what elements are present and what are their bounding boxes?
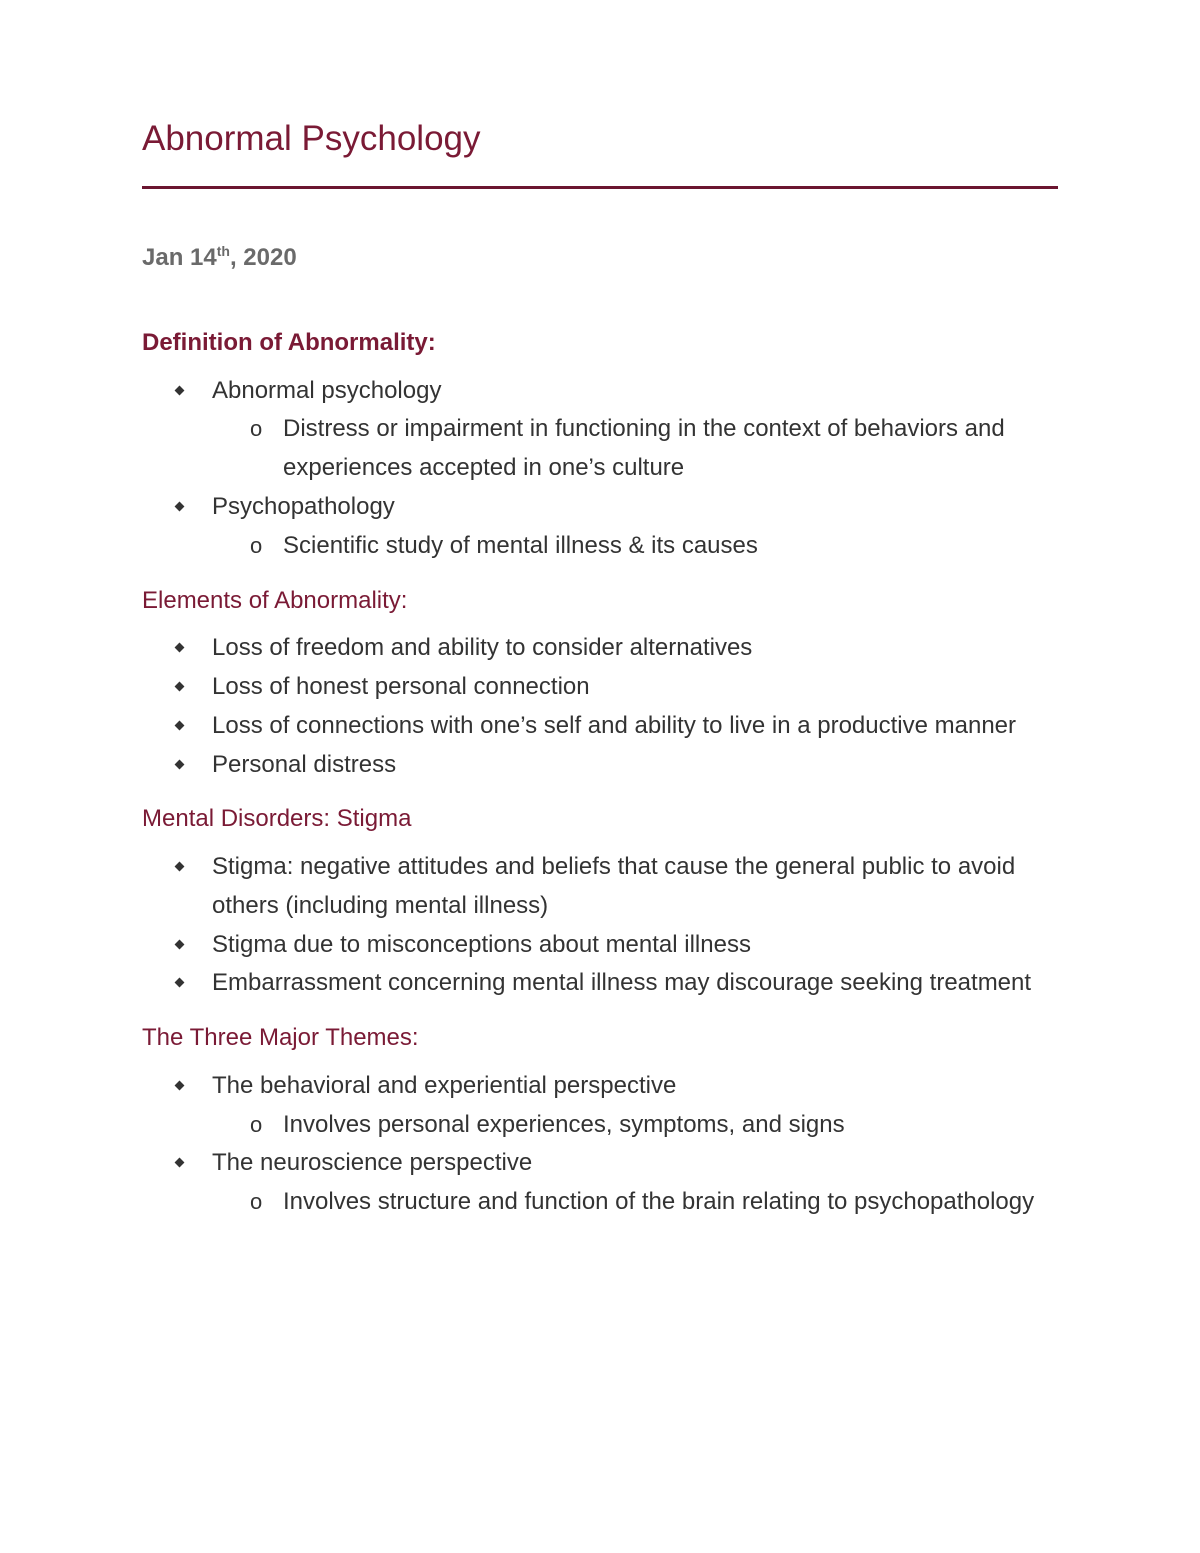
section-stigma [142,802,1058,1003]
sub-list-item [212,527,1058,566]
diamond-bullet-icon [175,862,185,872]
list-item-text: Stigma: negative attitudes and beliefs that cause the general public to avoid others (including mental illness) [212,852,1016,919]
diamond-bullet-icon [175,385,185,395]
date-superscript: th [216,243,230,259]
list-item [142,1144,1058,1222]
list-item [142,488,1058,566]
section-heading: The Three Major Themes: [142,1024,419,1052]
list-item [142,629,1058,668]
section-elements [142,584,1058,785]
list-item-text: The neuroscience perspective [212,1149,533,1177]
list-item-text: The behavioral and experiential perspective [212,1071,677,1099]
sub-item-text: Distress or impairment in functioning in the context of behaviors and experiences accepted in one’s culture [283,415,1005,482]
circle-bullet-icon: o [250,1189,263,1215]
bullet-list [142,372,1058,566]
notes-content [142,326,1058,1240]
list-item [142,1067,1058,1145]
list-item-text: Abnormal psychology [212,376,442,404]
bullet-list [142,629,1058,784]
list-item [142,746,1058,785]
bullet-list [142,1067,1058,1222]
note-date [142,244,297,272]
sub-list-item [212,1183,1058,1222]
diamond-bullet-icon [175,643,185,653]
diamond-bullet-icon [175,682,185,692]
sub-item-text: Involves structure and function of the brain relating to psychopathology [283,1188,1035,1216]
list-item-text: Loss of connections with one’s self and ability to live in a productive manner [212,711,1017,739]
date-suffix: , 2020 [229,244,297,271]
sub-list-item [212,410,1058,488]
diamond-bullet-icon [175,1158,185,1168]
title-divider [142,186,1058,189]
circle-bullet-icon: o [250,532,263,558]
document-title: Abnormal Psychology [142,119,481,158]
list-item-text: Personal distress [212,750,397,778]
diamond-bullet-icon [175,939,185,949]
list-item [142,372,1058,488]
section-themes [142,1021,1058,1222]
diamond-bullet-icon [175,502,185,512]
date-prefix: Jan 14 [142,244,217,271]
list-item [142,668,1058,707]
sub-item-text: Involves personal experiences, symptoms, and signs [283,1110,845,1138]
sub-item-text: Scientific study of mental illness & its causes [283,531,758,559]
list-item-text: Stigma due to misconceptions about mental illness [212,930,751,958]
diamond-bullet-icon [175,978,185,988]
section-heading: Elements of Abnormality: [142,586,408,614]
list-item [142,926,1058,965]
section-heading: Mental Disorders: Stigma [142,805,412,833]
diamond-bullet-icon [175,720,185,730]
list-item [142,964,1058,1003]
circle-bullet-icon: o [250,416,263,442]
list-item [142,707,1058,746]
section-definition [142,326,1058,566]
list-item-text: Loss of honest personal connection [212,672,590,700]
sub-list [212,1106,1058,1145]
sub-list-item [212,1106,1058,1145]
section-heading: Definition of Abnormality: [142,329,436,356]
list-item [142,848,1058,926]
sub-list [212,1183,1058,1222]
list-item-text: Loss of freedom and ability to consider alternatives [212,634,753,662]
list-item-text: Psychopathology [212,492,395,520]
bullet-list [142,848,1058,1003]
sub-list [212,527,1058,566]
list-item-text: Embarrassment concerning mental illness may discourage seeking treatment [212,969,1032,997]
circle-bullet-icon: o [250,1111,263,1137]
diamond-bullet-icon [175,759,185,769]
diamond-bullet-icon [175,1080,185,1090]
sub-list [212,410,1058,488]
